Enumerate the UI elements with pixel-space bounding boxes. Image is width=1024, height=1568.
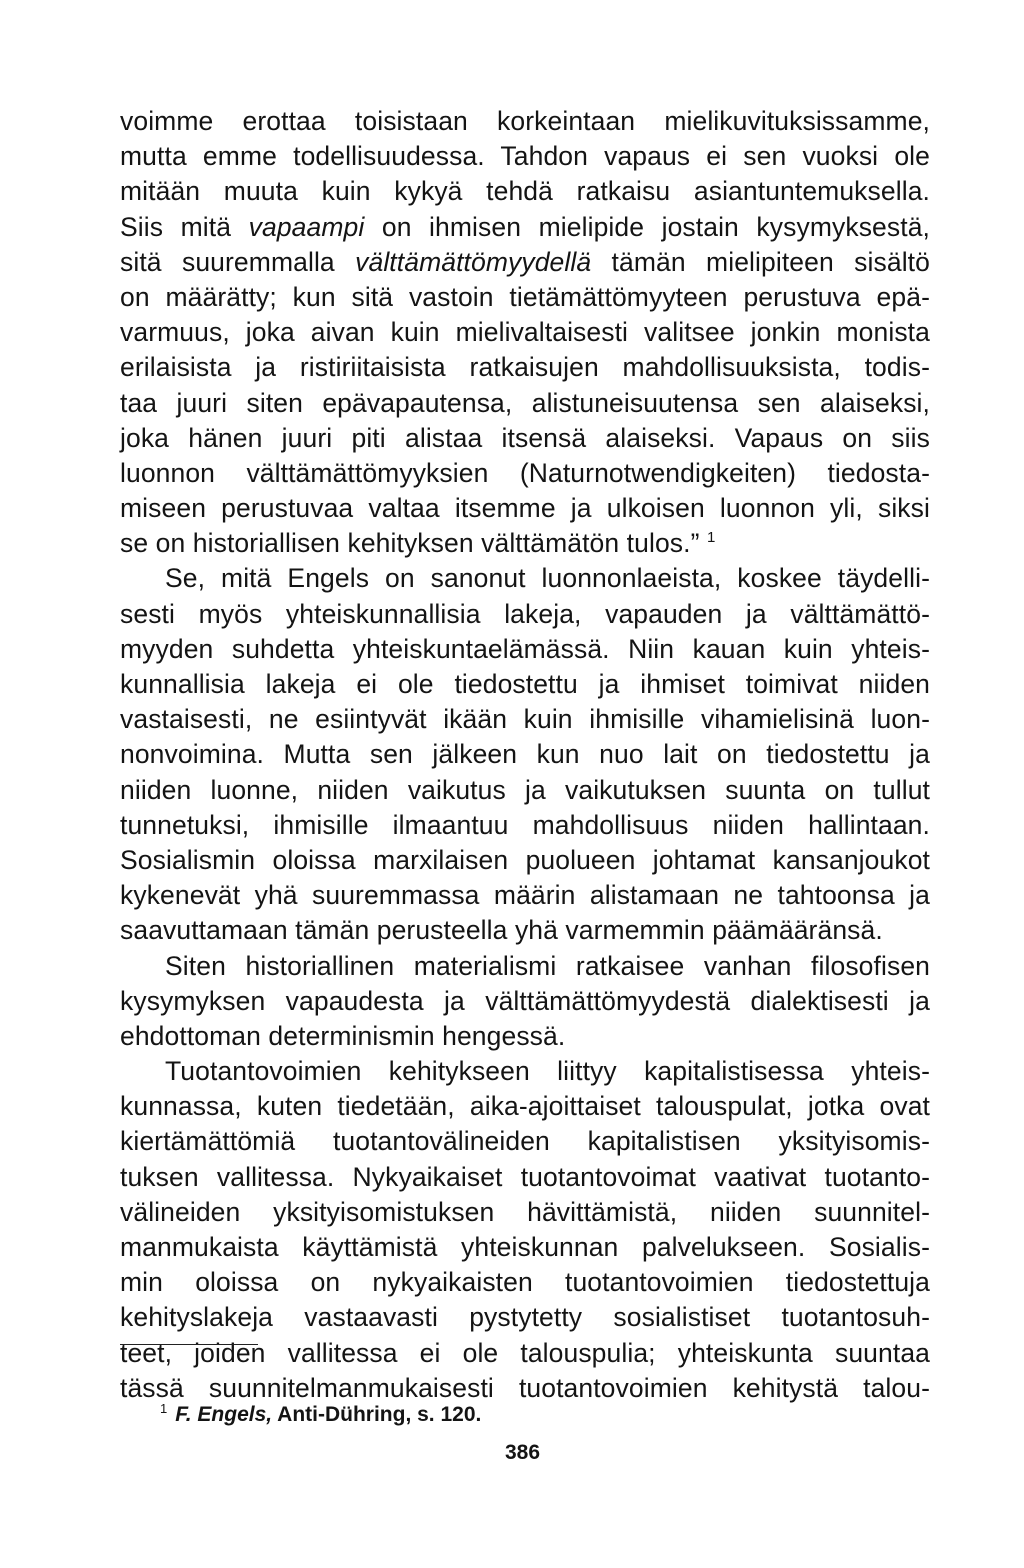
text-line xyxy=(120,139,930,174)
text-line xyxy=(120,1265,930,1300)
text-segment: tämän mielipiteen sisältö xyxy=(591,246,930,277)
text-segment: kehityslakeja vastaavasti pystytetty sosialistiset tuotantosuh- xyxy=(120,1302,930,1333)
text-segment: sitä suuremmalla xyxy=(120,246,356,277)
footnote-reference: 1 xyxy=(707,529,716,547)
text-segment: nonvoimina. Mutta sen jälkeen kun nuo lait on tiedostettu ja xyxy=(120,739,930,770)
emphasized-word: vapaampi xyxy=(248,211,365,242)
text-segment: kysymyksen vapaudesta ja välttämättömyydestä dialektisesti ja xyxy=(120,985,930,1016)
text-segment: se on historiallisen kehityksen välttämätön tulos.” xyxy=(120,528,700,559)
text-line xyxy=(120,632,930,667)
text-line xyxy=(120,315,930,350)
text-line xyxy=(120,984,930,1019)
text-line xyxy=(120,913,930,948)
text-line xyxy=(120,1336,930,1371)
text-line xyxy=(120,1019,930,1054)
text-segment: ehdottoman determinismin hengessä. xyxy=(120,1020,566,1051)
text-segment: mutta emme todellisuudessa. Tahdon vapaus ei sen vuoksi ole xyxy=(120,141,930,172)
text-segment: on määrätty; kun sitä vastoin tietämättömyyteen perustuva epä- xyxy=(120,281,930,312)
text-line xyxy=(120,667,930,702)
text-line xyxy=(120,104,930,139)
text-segment: min oloissa on nykyaikaisten tuotantovoimien tiedostettuja xyxy=(120,1267,930,1298)
text-line xyxy=(120,1300,930,1335)
text-line xyxy=(120,949,930,984)
text-segment: manmukaista käyttämistä yhteiskunnan palvelukseen. Sosialis- xyxy=(120,1232,930,1262)
footnote-author: F. Engels, xyxy=(175,1403,273,1426)
text-segment: teet, joiden vallitessa ei ole talouspulia; yhteiskunta suuntaa xyxy=(120,1337,930,1368)
text-segment: Se, mitä Engels on sanonut luonnonlaeista, koskee täydelli- xyxy=(165,563,930,594)
text-line xyxy=(120,491,930,526)
footnote-mark: 1 xyxy=(160,1401,168,1416)
text-segment: taa juuri siten epävapautensa, alistuneisuutensa sen alaiseksi, xyxy=(120,387,930,418)
text-segment: Siis mitä xyxy=(120,211,249,242)
text-segment: sesti myös yhteiskunnallisia lakeja, vapauden ja välttämättö- xyxy=(120,598,930,629)
text-line xyxy=(120,1089,930,1124)
text-segment: voimme erottaa toisistaan korkeintaan mielikuvituksissamme, xyxy=(120,106,930,136)
body-text xyxy=(120,104,930,1406)
text-line xyxy=(120,1054,930,1089)
text-segment: tunnetuksi, ihmisille ilmaantuu mahdollisuus niiden hallintaan. xyxy=(120,809,930,840)
text-segment: kiertämättömiä tuotantovälineiden kapitalistisen yksityisomis- xyxy=(120,1126,930,1157)
text-segment: varmuus, joka aivan kuin mielivaltaisesti valitsee jonkin monista xyxy=(120,317,930,348)
text-line xyxy=(120,280,930,315)
footnote xyxy=(160,1396,481,1428)
text-segment: joka hänen juuri piti alistaa itsensä alaiseksi. Vapaus on siis xyxy=(120,422,930,453)
text-line xyxy=(120,210,930,245)
text-line xyxy=(120,1160,930,1195)
text-line xyxy=(120,561,930,596)
text-segment: vastaisesti, ne esiintyvät ikään kuin ihmisille vihamielisinä luon- xyxy=(120,704,930,735)
text-line xyxy=(120,1230,930,1265)
text-line xyxy=(120,350,930,385)
text-segment: niiden luonne, niiden vaikutus ja vaikutuksen suunta on tullut xyxy=(120,774,930,805)
text-segment: saavuttamaan tämän perusteella yhä varmemmin päämääränsä. xyxy=(120,915,883,946)
text-line xyxy=(120,421,930,456)
text-segment: miseen perustuvaa valtaa itsemme ja ulkoisen luonnon yli, siksi xyxy=(120,493,930,524)
text-line xyxy=(120,878,930,913)
text-segment: myyden suhdetta yhteiskuntaelämässä. Niin kauan kuin yhteis- xyxy=(120,633,930,664)
page-number: 386 xyxy=(505,1441,541,1464)
text-segment: mitään muuta kuin kykyä tehdä ratkaisu asiantuntemuksella. xyxy=(120,176,930,207)
footnote-separator xyxy=(120,1344,258,1345)
emphasized-word: välttämättömyydellä xyxy=(355,246,592,277)
text-segment: Tuotantovoimien kehitykseen liittyy kapitalistisessa yhteis- xyxy=(165,1056,930,1087)
text-line xyxy=(120,386,930,421)
text-segment: Siten historiallinen materialismi ratkaisee vanhan filosofisen xyxy=(165,950,930,981)
text-segment: tässä suunnitelmanmukaisesti tuotantovoimien kehitystä talou- xyxy=(120,1372,930,1403)
text-line xyxy=(120,1124,930,1159)
text-segment: välineiden yksityisomistuksen hävittämistä, niiden suunnitel- xyxy=(120,1196,930,1227)
text-line xyxy=(120,526,930,561)
text-line xyxy=(120,702,930,737)
text-segment: luonnon välttämättömyyksien (Naturnotwendigkeiten) tiedosta- xyxy=(120,457,930,488)
text-line xyxy=(120,174,930,209)
text-line xyxy=(120,456,930,491)
text-line xyxy=(120,597,930,632)
text-segment: kunnassa, kuten tiedetään, aika-ajoittaiset talouspulat, jotka ovat xyxy=(120,1091,930,1122)
text-segment: on ihmisen mielipide jostain kysymyksestä, xyxy=(364,211,930,242)
text-line xyxy=(120,773,930,808)
text-line xyxy=(120,245,930,280)
text-segment: kykenevät yhä suuremmassa määrin alistamaan ne tahtoonsa ja xyxy=(120,880,930,911)
text-line xyxy=(120,1195,930,1230)
text-segment: erilaisista ja ristiriitaisista ratkaisujen mahdollisuuksista, todis- xyxy=(120,352,930,383)
text-segment: Sosialismin oloissa marxilaisen puolueen johtamat kansanjoukot xyxy=(120,844,930,875)
text-segment: kunnallisia lakeja ei ole tiedostettu ja ihmiset toimivat niiden xyxy=(120,669,930,699)
text-line xyxy=(120,843,930,878)
footnote-source: Anti-Dühring, s. 120. xyxy=(272,1403,482,1426)
text-line xyxy=(120,808,930,843)
text-segment: tuksen vallitessa. Nykyaikaiset tuotantovoimat vaativat tuotanto- xyxy=(120,1161,930,1192)
text-line xyxy=(120,737,930,772)
